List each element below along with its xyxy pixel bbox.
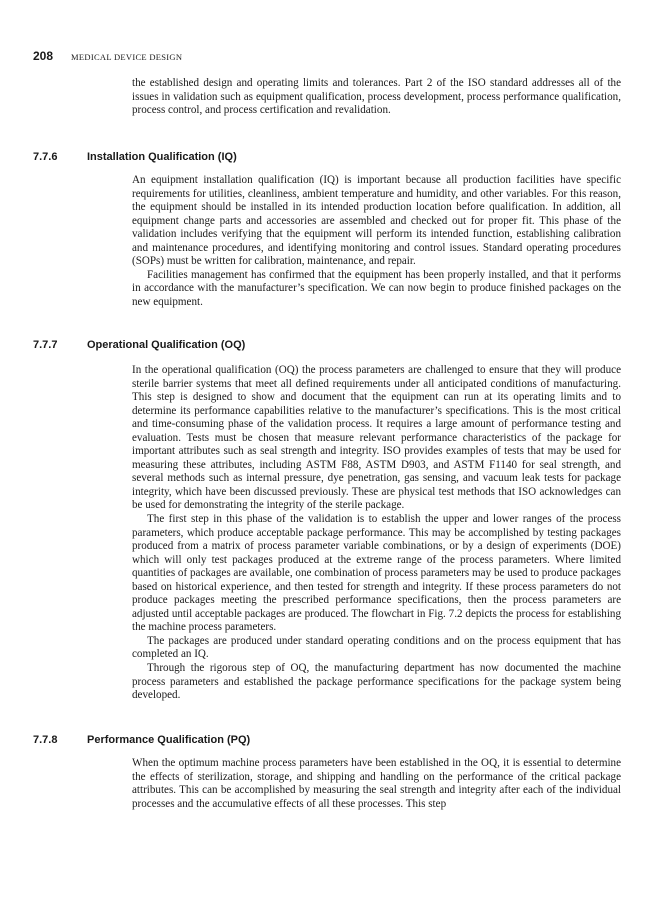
- paragraph: Facilities management has confirmed that the equipment has been properly installed, and that it performs in accordance with the manufacturer’s specification. We can now begin to produce finished packages on the new equipment.: [132, 268, 621, 308]
- page-header: [33, 47, 182, 65]
- paragraph: The packages are produced under standard operating conditions and on the process equipment that has completed an IQ.: [132, 634, 621, 661]
- section-body-7-7-8: [132, 757, 621, 811]
- section-number: 7.7.7: [33, 339, 58, 351]
- running-title: MEDICAL DEVICE DESIGN: [71, 52, 183, 62]
- section-title: Performance Qualification (PQ): [87, 734, 251, 746]
- page-number: 208: [33, 49, 54, 63]
- section-number: 7.7.8: [33, 734, 58, 746]
- section-heading-7-7-8: [33, 734, 250, 746]
- paragraph: When the optimum machine process parameters have been established in the OQ, it is essential to determine the effects of sterilization, storage, and shipping and handling on the performance of the critical package attributes. This can be accomplished by measuring the seal strength and integrity after each of the individual processes and the accumulative effects of all these processes. This step: [132, 757, 621, 810]
- section-number: 7.7.6: [33, 151, 58, 163]
- section-title: Operational Qualification (OQ): [87, 339, 246, 351]
- intro-paragraph-block: [132, 77, 621, 118]
- section-heading-7-7-6: [33, 151, 237, 163]
- paragraph: Through the rigorous step of OQ, the manufacturing department has now documented the machine process parameters and established the package performance specifications for the package system being developed.: [132, 662, 621, 702]
- paragraph: An equipment installation qualification (IQ) is important because all production facilities have specific requirements for utilities, cleanliness, ambient temperature and humidity, and other variables. For this reason, the equipment should be installed in its intended production location before qualification. In addition, all equipment change parts and accessories are assembled and checked out for proper fit. This phase of the validation includes verifying that the equipment will perform its intended function, establishing calibration and maintenance procedures, and identifying monitoring and control issues. Standard operating procedures (SOPs) must be written for calibration, maintenance, and repair.: [132, 174, 621, 268]
- intro-paragraph: the established design and operating limits and tolerances. Part 2 of the ISO standard addresses all of the issues in validation such as equipment qualification, process development, process performance qualification, process control, and process certification and revalidation.: [132, 77, 621, 117]
- paragraph: In the operational qualification (OQ) the process parameters are challenged to ensure that they will produce sterile barrier systems that meet all defined requirements under all anticipated conditions of manufacturing. This step is designed to show and document that the equipment can run at its operating limits and to determine its performance capabilities relative to the manufacturer’s specifications. This is the most critical and time-consuming phase of the validation process. It requires a large amount of performance testing and evaluation. Tests must be chosen that measure relevant performance characteristics of the package for important attributes such as seal strength and integrity. ISO provides examples of tests that may be used for measuring these attributes, including ASTM F88, ASTM D903, and ASTM F1140 for seal strength, and several methods such as internal pressure, dye penetration, gas sensing, and vacuum leak tests for package integrity, which have been discussed previously. These are physical test methods that ISO acknowledges can be used for demonstrating the integrity of the sterile package.: [132, 364, 621, 512]
- section-body-7-7-7: [132, 364, 621, 703]
- section-body-7-7-6: [132, 174, 621, 309]
- paragraph: The first step in this phase of the validation is to establish the upper and lower ranges of the process parameters, which produce acceptable package performance. This may be accomplished by testing packages produced from a matrix of process parameter variable combinations, or by a design of experiments (DOE) which will only test packages produced at the extreme range of the process parameters. Where limited quantities of packages are available, one combination of process parameters may be used to produce packages based on historical experience, and then tested for strength and integrity. If these process parameters do not produce packages meeting the prescribed performance specifications, then the process parameters are adjusted until acceptable packages are produced. The flowchart in Fig. 7.2 depicts the process for establishing the machine process parameters.: [132, 513, 621, 634]
- section-heading-7-7-7: [33, 339, 245, 351]
- section-title: Installation Qualification (IQ): [87, 151, 237, 163]
